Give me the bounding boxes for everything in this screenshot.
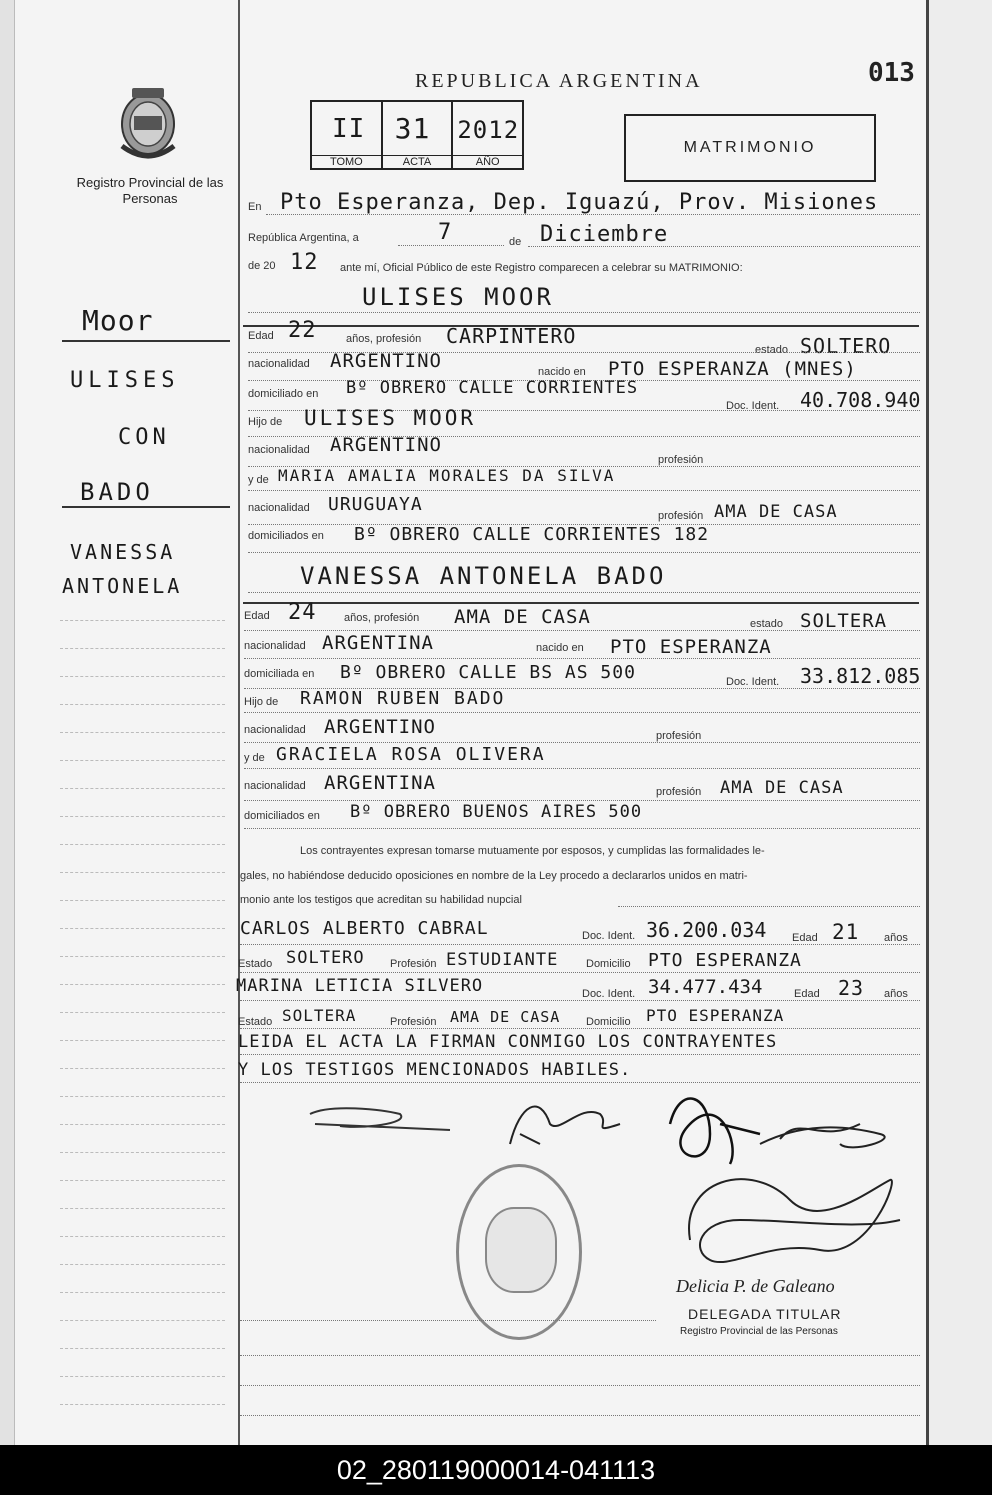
record-type: MATRIMONIO <box>683 139 817 156</box>
declaration-line <box>618 906 920 907</box>
witness-1-profesion: ESTUDIANTE <box>446 950 559 970</box>
margin-rule <box>60 1208 225 1209</box>
groom-nacido: PTO ESPERANZA (MNES) <box>608 358 857 380</box>
groom-section-rule <box>243 325 919 327</box>
day-line <box>398 245 504 246</box>
declaration-line-1: Los contrayentes expresan tomarse mutuamente por esposos, y cumplidas las formalidades le- <box>300 845 765 857</box>
year-value: 12 <box>290 250 319 275</box>
tomo-cell <box>312 102 383 168</box>
witness-2-domicilio-label: Domicilio <box>586 1016 631 1028</box>
bride-mother-nac-label: nacionalidad <box>244 780 306 792</box>
bride-mother-nac: ARGENTINA <box>324 772 436 794</box>
margin-given-groom: ULISES <box>70 368 180 393</box>
witness-1-edad-label: Edad <box>792 932 818 944</box>
witness-1-name: CARLOS ALBERTO CABRAL <box>240 918 489 939</box>
groom-doc: 40.708.940 <box>800 388 921 412</box>
margin-rule <box>60 1040 225 1041</box>
margin-rule <box>60 1376 225 1377</box>
lower-line-2 <box>240 1355 920 1356</box>
groom-father-nac-label: nacionalidad <box>248 444 310 456</box>
groom-edad: 22 <box>288 318 317 343</box>
bride-row1-line <box>244 630 920 631</box>
margin-rule <box>60 928 225 929</box>
margin-rule <box>60 732 225 733</box>
bride-father-nac-label: nacionalidad <box>244 724 306 736</box>
witness-2-edad-label: Edad <box>794 988 820 1000</box>
bride-doc-label: Doc. Ident. <box>726 676 780 688</box>
margin-rule <box>60 1068 225 1069</box>
bride-nacido: PTO ESPERANZA <box>610 636 772 658</box>
closing-line-1: LEIDA EL ACTA LA FIRMAN CONMIGO LOS CONTRAYENTES <box>238 1032 778 1052</box>
closing-line-2: Y LOS TESTIGOS MENCIONADOS HABILES. <box>238 1060 632 1080</box>
lower-line-1 <box>240 1320 656 1321</box>
official-name: Delicia P. de Galeano <box>676 1276 835 1296</box>
coat-of-arms-icon <box>112 86 184 166</box>
groom-doc-label: Doc. Ident. <box>726 400 780 412</box>
witness-2-doc: 34.477.434 <box>648 976 763 998</box>
margin-given-bride-1: VANESSA <box>70 540 176 564</box>
bride-row2-line <box>244 658 920 659</box>
witness-1-doc-label: Doc. Ident. <box>582 930 636 942</box>
margin-con: CON <box>118 425 170 450</box>
groom-father-prof-label: profesión <box>658 454 704 466</box>
witness-2-profesion: AMA DE CASA <box>450 1008 561 1026</box>
witness-2-edad: 23 <box>838 976 865 1000</box>
bride-yde-label: y de <box>244 752 265 764</box>
acta-label: ACTA <box>383 155 452 168</box>
groom-yde-label: y de <box>248 474 269 486</box>
bride-profesion: AMA DE CASA <box>454 606 591 628</box>
bride-row8-line <box>244 828 920 829</box>
groom-estado-label: estado <box>755 344 789 356</box>
month-value: Diciembre <box>540 222 669 247</box>
footer-code-bar <box>0 1445 992 1495</box>
lower-line-4 <box>240 1415 920 1416</box>
margin-rule <box>60 1264 225 1265</box>
margin-rule <box>60 956 225 957</box>
witness-2-estado: SOLTERA <box>282 1006 357 1025</box>
witness-2-estado-label: Estado <box>238 1016 273 1028</box>
day-value: 7 <box>438 220 453 245</box>
bride-domiciliados-label: domiciliados en <box>244 810 320 822</box>
groom-parents-dom: Bº OBRERO CALLE CORRIENTES 182 <box>354 524 710 545</box>
witness-2-domicilio: PTO ESPERANZA <box>646 1006 785 1025</box>
witness-1-estado: SOLTERO <box>286 948 365 968</box>
bride-row4-line <box>244 712 920 713</box>
bride-edad: 24 <box>288 600 317 625</box>
acta-cell <box>383 102 454 168</box>
bride-parents-dom: Bº OBRERO BUENOS AIRES 500 <box>350 802 643 822</box>
bride-father-nac: ARGENTINO <box>324 716 436 738</box>
witness-1-estado-label: Estado <box>238 958 273 970</box>
bride-mother: GRACIELA ROSA OLIVERA <box>276 744 546 765</box>
witness-2-row1-line <box>240 1000 920 1001</box>
bride-dom: Bº OBRERO CALLE BS AS 500 <box>340 662 636 683</box>
closing-line-1-rule <box>240 1054 920 1055</box>
month-line <box>528 246 920 247</box>
footer-code: 02_280119000014-041113 <box>336 1454 656 1485</box>
official-org: Registro Provincial de las Personas <box>680 1326 838 1337</box>
witness-1-anos-label: años <box>884 932 908 944</box>
margin-rule <box>60 1096 225 1097</box>
registry-logo-caption: Registro Provincial de las Personas <box>76 175 224 206</box>
bride-estado-label: estado <box>750 618 784 630</box>
margin-rule <box>60 1012 225 1013</box>
bride-name-line <box>248 592 920 593</box>
margin-divider <box>238 0 240 1445</box>
witness-1-row1-line <box>240 944 920 945</box>
groom-domiciliados-label: domiciliados en <box>248 530 324 542</box>
bride-row6-line <box>244 768 920 769</box>
witness-2-anos-label: años <box>884 988 908 1000</box>
declaration-line-2: gales, no habiéndose deducido oposiciones en nombre de la Ley procedo a declararlos unidos en matri- <box>240 870 748 882</box>
groom-mother: MARIA AMALIA MORALES DA SILVA <box>278 466 616 485</box>
anio-value: 2012 <box>457 116 520 144</box>
margin-rule <box>60 1152 225 1153</box>
signature-1 <box>310 1108 450 1130</box>
bride-profesion-label: años, profesión <box>344 612 420 624</box>
bride-estado: SOLTERA <box>800 610 888 632</box>
margin-rule <box>60 984 225 985</box>
margin-given-bride-2: ANTONELA <box>62 574 183 598</box>
acta-value: 31 <box>394 112 431 145</box>
seal-inner <box>485 1207 557 1293</box>
margin-rule <box>60 872 225 873</box>
bride-row5-line <box>244 742 920 743</box>
margin-surname-groom: Moor <box>82 304 154 337</box>
margin-rule <box>60 1124 225 1125</box>
signature-3 <box>670 1099 760 1164</box>
margin-rule <box>60 816 225 817</box>
witness-1-domicilio-label: Domicilio <box>586 958 631 970</box>
bride-section-rule <box>243 602 919 604</box>
bride-father-prof-label: profesión <box>656 730 702 742</box>
margin-rule <box>60 844 225 845</box>
bride-father: RAMON RUBEN BADO <box>300 688 506 709</box>
groom-mother-prof: AMA DE CASA <box>714 502 838 522</box>
groom-father-nac: ARGENTINO <box>330 434 442 456</box>
margin-underline-2 <box>62 506 230 508</box>
official-title: DELEGADA TITULAR <box>688 1306 842 1322</box>
bride-name: VANESSA ANTONELA BADO <box>300 562 667 590</box>
witness-2-row2-line <box>240 1028 920 1029</box>
anio-label: AÑO <box>453 155 522 168</box>
margin-rule <box>60 648 225 649</box>
groom-row8-line <box>248 552 920 553</box>
bride-edad-label: Edad <box>244 610 270 622</box>
bride-nac-label: nacionalidad <box>244 640 306 652</box>
republica-label: República Argentina, a <box>248 232 359 244</box>
lower-line-3 <box>240 1385 920 1386</box>
margin-surname-bride: BADO <box>80 478 154 506</box>
groom-nac: ARGENTINO <box>330 350 442 372</box>
bride-mother-prof: AMA DE CASA <box>720 778 844 798</box>
groom-profesion-label: años, profesión <box>346 333 422 345</box>
groom-mother-nac: URUGUAYA <box>328 494 423 515</box>
en-label: En <box>248 201 262 213</box>
page-right-edge <box>926 0 992 1445</box>
groom-row6-line <box>248 490 920 491</box>
margin-rule <box>60 788 225 789</box>
bride-doc: 33.812.085 <box>800 664 921 688</box>
margin-rule <box>60 1320 225 1321</box>
anio-cell <box>453 102 522 168</box>
margin-rule <box>60 676 225 677</box>
official-seal <box>456 1164 582 1340</box>
tomo-label: TOMO <box>312 155 381 168</box>
margin-rule <box>60 704 225 705</box>
tomo-value: II <box>332 114 366 144</box>
margin-rule <box>60 620 225 621</box>
groom-nac-label: nacionalidad <box>248 358 310 370</box>
country-header: REPUBLICA ARGENTINA <box>415 70 703 92</box>
page-left-edge <box>0 0 15 1445</box>
record-type-box <box>624 114 876 182</box>
bride-dom-label: domiciliada en <box>244 668 315 680</box>
page-number: 013 <box>868 58 915 88</box>
bride-row7-line <box>244 800 920 801</box>
de-label: de <box>509 236 522 248</box>
margin-rule <box>60 1236 225 1237</box>
bride-hijo-label: Hijo de <box>244 696 279 708</box>
witness-1-row2-line <box>240 972 920 973</box>
margin-rule <box>60 1180 225 1181</box>
groom-mother-prof-label: profesión <box>658 510 704 522</box>
declaration-line-3: monio ante los testigos que acreditan su habilidad nupcial <box>240 894 522 906</box>
groom-hijo-label: Hijo de <box>248 416 283 428</box>
margin-rule <box>60 1348 225 1349</box>
margin-underline-1 <box>62 340 230 342</box>
bride-nacido-label: nacido en <box>536 642 584 654</box>
place-line <box>266 214 920 215</box>
groom-dom: Bº OBRERO CALLE CORRIENTES <box>346 378 639 398</box>
witness-1-profesion-label: Profesión <box>390 958 437 970</box>
margin-rule <box>60 1404 225 1405</box>
official-signature <box>670 1160 910 1280</box>
groom-name: ULISES MOOR <box>362 283 554 311</box>
signature-2 <box>510 1107 620 1144</box>
bride-nac: ARGENTINA <box>322 632 434 654</box>
groom-estado: SOLTERO <box>800 334 892 358</box>
groom-father: ULISES MOOR <box>304 406 477 430</box>
record-id-table <box>310 100 524 170</box>
margin-rule <box>60 900 225 901</box>
registry-logo <box>112 86 184 166</box>
groom-profesion: CARPINTERO <box>446 324 577 348</box>
groom-dom-label: domiciliado en <box>248 388 319 400</box>
witness-2-profesion-label: Profesión <box>390 1016 437 1028</box>
groom-name-line <box>248 312 920 313</box>
intro-text: ante mí, Oficial Público de este Registro comparecen a celebrar su MATRIMONIO: <box>340 262 743 274</box>
witness-1-doc: 36.200.034 <box>646 918 767 942</box>
closing-line-2-rule <box>240 1082 920 1083</box>
de20-label: de 20 <box>248 260 276 272</box>
witness-2-name: MARINA LETICIA SILVERO <box>236 976 484 996</box>
margin-rule <box>60 760 225 761</box>
margin-rule <box>60 1292 225 1293</box>
witness-1-domicilio: PTO ESPERANZA <box>648 950 802 971</box>
signature-4 <box>760 1124 885 1147</box>
witness-2-doc-label: Doc. Ident. <box>582 988 636 1000</box>
bride-mother-prof-label: profesión <box>656 786 702 798</box>
witness-1-edad: 21 <box>832 920 860 944</box>
groom-nacido-label: nacido en <box>538 366 586 378</box>
groom-edad-label: Edad <box>248 330 274 342</box>
place-value: Pto Esperanza, Dep. Iguazú, Prov. Misiones <box>280 190 879 215</box>
groom-mother-nac-label: nacionalidad <box>248 502 310 514</box>
